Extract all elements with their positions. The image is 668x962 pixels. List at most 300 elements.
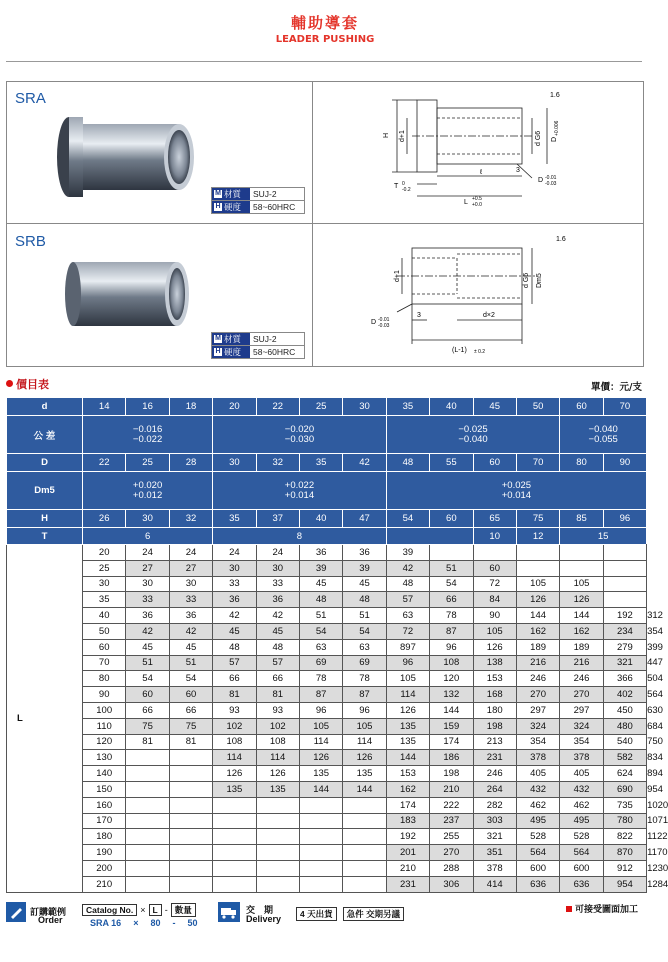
price-cell: 216 bbox=[560, 655, 603, 671]
length-value-cell: 100 bbox=[83, 702, 126, 718]
price-cell bbox=[169, 781, 212, 797]
price-cell: 108 bbox=[430, 655, 473, 671]
price-cell: 24 bbox=[126, 545, 169, 561]
price-cell: 450 bbox=[603, 702, 646, 718]
price-cell: 51 bbox=[126, 655, 169, 671]
price-cell: 528 bbox=[560, 829, 603, 845]
price-cell bbox=[299, 813, 342, 829]
price-cell: 180 bbox=[473, 702, 516, 718]
price-cell: 540 bbox=[603, 734, 646, 750]
sra-dim-l: ℓ bbox=[480, 169, 483, 176]
price-cell: 27 bbox=[126, 560, 169, 576]
price-cell: 297 bbox=[560, 702, 603, 718]
table-row: 110 75 75 102 102 105 105 135 159 198 324 324 480 684 bbox=[7, 718, 647, 734]
price-cell: 36 bbox=[299, 545, 342, 561]
order-example-L: 80 bbox=[150, 918, 161, 928]
srb-drawing bbox=[357, 230, 587, 360]
price-cell: 144 bbox=[386, 750, 429, 766]
price-cell bbox=[169, 797, 212, 813]
price-cell: 39 bbox=[299, 560, 342, 576]
order-format bbox=[82, 903, 196, 917]
price-cell: 87 bbox=[299, 687, 342, 703]
srb-material-value: SUJ-2 bbox=[253, 334, 277, 344]
price-cell bbox=[256, 797, 299, 813]
length-value-cell: 130 bbox=[83, 750, 126, 766]
header-cell: 45 bbox=[473, 398, 516, 416]
sra-product-image bbox=[47, 112, 207, 202]
price-cell bbox=[126, 860, 169, 876]
price-cell: 54 bbox=[169, 671, 212, 687]
price-cell bbox=[603, 576, 646, 592]
price-cell bbox=[343, 845, 386, 861]
price-cell bbox=[126, 845, 169, 861]
price-cell bbox=[126, 829, 169, 845]
price-cell: 66 bbox=[430, 592, 473, 608]
price-cell bbox=[560, 545, 603, 561]
price-cell bbox=[213, 860, 256, 876]
price-cell: 24 bbox=[169, 545, 212, 561]
header-cell: 42 bbox=[343, 454, 386, 472]
sra-dim-T-tol-bot: -0.2 bbox=[402, 187, 411, 193]
price-cell: 45 bbox=[169, 639, 212, 655]
price-cell: 126 bbox=[516, 592, 559, 608]
length-value-cell: 30 bbox=[83, 576, 126, 592]
sra-dim-Dm: D bbox=[538, 177, 544, 184]
length-value-cell: 70 bbox=[83, 655, 126, 671]
sra-dim-D-tol: +0.006 bbox=[554, 120, 560, 136]
header-divider bbox=[6, 61, 642, 62]
tolerance-cell bbox=[213, 416, 387, 454]
price-cell: 135 bbox=[256, 781, 299, 797]
price-cell bbox=[343, 797, 386, 813]
price-cell: 45 bbox=[256, 623, 299, 639]
price-cell: 135 bbox=[299, 766, 342, 782]
price-cell: 201 bbox=[386, 845, 429, 861]
srb-product-image bbox=[65, 254, 195, 334]
tolerance-upper: +0.025 bbox=[501, 479, 532, 491]
srb-dim-Dm: D bbox=[371, 319, 377, 326]
srb-dim-d1: d+1 bbox=[394, 270, 401, 282]
price-cell: 186 bbox=[430, 750, 473, 766]
tolerance-lower: +0.014 bbox=[284, 489, 315, 501]
tolerance-upper: −0.020 bbox=[284, 423, 315, 435]
price-cell: 897 bbox=[386, 639, 429, 655]
row-label-T: T bbox=[7, 528, 83, 545]
tolerance-lower: −0.030 bbox=[284, 433, 315, 445]
header-cell: 80 bbox=[560, 454, 603, 472]
price-cell: 48 bbox=[343, 592, 386, 608]
header-cell: 40 bbox=[299, 510, 342, 528]
table-row: 90 60 60 81 81 87 87 114 132 168 270 270 402 564 bbox=[7, 687, 647, 703]
price-cell: 405 bbox=[560, 766, 603, 782]
price-cell: 81 bbox=[256, 687, 299, 703]
header-cell: 22 bbox=[256, 398, 299, 416]
price-cell: 135 bbox=[343, 766, 386, 782]
header-cell: 6 bbox=[83, 528, 213, 545]
table-row: 50 42 42 45 45 54 54 72 87 105 162 162 234 354 bbox=[7, 623, 647, 639]
price-table-title bbox=[6, 376, 49, 392]
header-cell: 54 bbox=[386, 510, 429, 528]
price-cell: 246 bbox=[560, 671, 603, 687]
price-cell: 213 bbox=[473, 734, 516, 750]
price-cell: 270 bbox=[560, 687, 603, 703]
header-cell: 50 bbox=[516, 398, 559, 416]
header-cell: 60 bbox=[430, 510, 473, 528]
price-cell: 42 bbox=[256, 608, 299, 624]
price-cell bbox=[126, 813, 169, 829]
price-cell: 108 bbox=[213, 734, 256, 750]
row-label-Dm5: Dm5 bbox=[7, 472, 83, 510]
header-cell: 55 bbox=[430, 454, 473, 472]
price-cell: 528 bbox=[516, 829, 559, 845]
tolerance-upper: +0.020 bbox=[132, 479, 163, 491]
table-row: 150 135 135 144 144 162 210 264 432 432 690 954 bbox=[7, 781, 647, 797]
length-value-cell: 150 bbox=[83, 781, 126, 797]
price-cell: 138 bbox=[473, 655, 516, 671]
price-cell: 72 bbox=[386, 623, 429, 639]
row-label-D: D bbox=[7, 454, 83, 472]
price-cell: 144 bbox=[430, 702, 473, 718]
header-cell: 37 bbox=[256, 510, 299, 528]
srb-name: SRB bbox=[15, 233, 46, 250]
length-value-cell: 110 bbox=[83, 718, 126, 734]
price-cell: 66 bbox=[256, 671, 299, 687]
delivery-term-1 bbox=[296, 907, 337, 921]
price-cell: 168 bbox=[473, 687, 516, 703]
price-cell: 432 bbox=[516, 781, 559, 797]
header-cell: 30 bbox=[126, 510, 169, 528]
price-cell: 102 bbox=[213, 718, 256, 734]
price-cell: 54 bbox=[430, 576, 473, 592]
price-cell: 210 bbox=[386, 860, 429, 876]
order-dash: - bbox=[164, 905, 168, 915]
price-cell bbox=[169, 813, 212, 829]
price-cell: 84 bbox=[473, 592, 516, 608]
tolerance-lower: −0.055 bbox=[588, 433, 618, 445]
table-header-row bbox=[7, 454, 647, 472]
table-row: 210 231 306 414 636 636 954 1284 bbox=[7, 876, 647, 892]
table-row: 130 114 114 126 126 144 186 231 378 378 582 834 bbox=[7, 750, 647, 766]
sra-hardness-label: 硬度 bbox=[224, 202, 242, 212]
price-cell: 81 bbox=[126, 734, 169, 750]
price-cell bbox=[299, 829, 342, 845]
srb-roughness: 1.6 bbox=[556, 236, 566, 243]
price-cell: 162 bbox=[560, 623, 603, 639]
sra-material-label: 材質 bbox=[224, 189, 242, 199]
price-cell: 24 bbox=[256, 545, 299, 561]
price-cell: 42 bbox=[169, 623, 212, 639]
price-cell: 120 bbox=[430, 671, 473, 687]
order-label-cn: 訂購範例 bbox=[30, 907, 67, 917]
table-row: 40 36 36 42 42 51 51 63 78 90 144 144 192 312 bbox=[7, 608, 647, 624]
note-square-icon bbox=[566, 906, 572, 912]
price-cell: 192 bbox=[603, 608, 646, 624]
order-times: × bbox=[140, 905, 146, 915]
price-cell: 366 bbox=[603, 671, 646, 687]
tolerance-lower: +0.014 bbox=[501, 489, 532, 501]
price-cell: 126 bbox=[386, 702, 429, 718]
delivery-terms bbox=[296, 907, 404, 921]
price-cell: 33 bbox=[213, 576, 256, 592]
price-cell: 42 bbox=[386, 560, 429, 576]
price-cell bbox=[213, 829, 256, 845]
price-cell: 51 bbox=[430, 560, 473, 576]
tolerance-lower: +0.012 bbox=[132, 489, 163, 501]
tolerance-upper: −0.025 bbox=[458, 423, 488, 435]
price-cell: 30 bbox=[256, 560, 299, 576]
price-cell: 51 bbox=[169, 655, 212, 671]
length-value-cell: 140 bbox=[83, 766, 126, 782]
price-cell: 45 bbox=[299, 576, 342, 592]
price-cell: 126 bbox=[343, 750, 386, 766]
price-cell bbox=[169, 876, 212, 892]
price-cell bbox=[213, 797, 256, 813]
price-cell: 414 bbox=[473, 876, 516, 892]
sra-dim-3: 3 bbox=[516, 167, 520, 174]
price-cell: 54 bbox=[299, 623, 342, 639]
header-cell: 25 bbox=[126, 454, 169, 472]
header-cell: 60 bbox=[473, 454, 516, 472]
price-cell: 636 bbox=[560, 876, 603, 892]
price-cell: 378 bbox=[516, 750, 559, 766]
order-icon bbox=[6, 902, 26, 922]
header-cell: 25 bbox=[299, 398, 342, 416]
tolerance-lower: −0.022 bbox=[132, 433, 163, 445]
length-value-cell: 170 bbox=[83, 813, 126, 829]
price-cell: 405 bbox=[516, 766, 559, 782]
price-cell: 303 bbox=[473, 813, 516, 829]
price-cell: 126 bbox=[299, 750, 342, 766]
price-cell: 210 bbox=[430, 781, 473, 797]
order-example-code: SRA 16 bbox=[90, 918, 122, 928]
table-tolerance-row bbox=[7, 472, 647, 510]
srb-dim-3: 3 bbox=[417, 312, 421, 319]
price-cell bbox=[299, 876, 342, 892]
table-row bbox=[7, 592, 647, 608]
price-cell: 144 bbox=[299, 781, 342, 797]
price-cell bbox=[126, 781, 169, 797]
price-cell: 354 bbox=[560, 734, 603, 750]
price-cell: 189 bbox=[560, 639, 603, 655]
price-cell bbox=[213, 845, 256, 861]
table-row: 200 210 288 378 600 600 912 1230 bbox=[7, 860, 647, 876]
price-cell: 582 bbox=[603, 750, 646, 766]
panel-vertical-divider bbox=[312, 82, 313, 366]
price-cell: 60 bbox=[473, 560, 516, 576]
price-cell: 114 bbox=[299, 734, 342, 750]
price-cell: 105 bbox=[516, 576, 559, 592]
delivery-urgent-text: 交期另議 bbox=[366, 909, 401, 919]
price-cell bbox=[603, 545, 646, 561]
price-cell: 153 bbox=[386, 766, 429, 782]
price-cell: 192 bbox=[386, 829, 429, 845]
price-cell: 57 bbox=[213, 655, 256, 671]
order-example-dash: - bbox=[172, 918, 176, 928]
sra-dim-L-tol-top: +0.5 bbox=[472, 196, 482, 202]
delivery-label-cn: 交 期 bbox=[246, 905, 274, 915]
product-panel bbox=[6, 81, 644, 367]
price-cell: 48 bbox=[256, 639, 299, 655]
price-cell: 162 bbox=[516, 623, 559, 639]
order-catalog-box: Catalog No. bbox=[82, 904, 137, 916]
price-cell: 36 bbox=[343, 545, 386, 561]
price-cell: 72 bbox=[473, 576, 516, 592]
length-value-cell: 60 bbox=[83, 639, 126, 655]
table-row: 80 54 54 66 66 78 78 105 120 153 246 246 366 504 bbox=[7, 671, 647, 687]
header-cell: 14 bbox=[83, 398, 126, 416]
table-row: 190 201 270 351 564 564 870 1170 bbox=[7, 845, 647, 861]
price-cell bbox=[430, 545, 473, 561]
price-cell: 75 bbox=[126, 718, 169, 734]
price-cell: 321 bbox=[473, 829, 516, 845]
price-cell: 66 bbox=[169, 702, 212, 718]
row-label-d: d bbox=[7, 398, 83, 416]
price-cell: 57 bbox=[386, 592, 429, 608]
price-cell: 189 bbox=[516, 639, 559, 655]
price-cell: 462 bbox=[560, 797, 603, 813]
sra-name: SRA bbox=[15, 90, 46, 107]
srb-dim-Dm-tol-top: -0.01 bbox=[378, 317, 390, 323]
order-example-qty: 50 bbox=[187, 918, 198, 928]
header-cell: 35 bbox=[213, 510, 256, 528]
price-cell: 144 bbox=[343, 781, 386, 797]
header-cell: 90 bbox=[603, 454, 646, 472]
price-cell: 78 bbox=[343, 671, 386, 687]
header-cell: 10 bbox=[473, 528, 516, 545]
price-cell: 297 bbox=[516, 702, 559, 718]
price-cell: 624 bbox=[603, 766, 646, 782]
sra-dim-Dm-tol-top: -0.01 bbox=[545, 175, 557, 181]
price-cell: 87 bbox=[343, 687, 386, 703]
header-cell: 96 bbox=[603, 510, 646, 528]
length-value-cell: 200 bbox=[83, 860, 126, 876]
price-cell: 462 bbox=[516, 797, 559, 813]
sra-dim-d1: d+1 bbox=[399, 130, 406, 142]
price-cell: 48 bbox=[213, 639, 256, 655]
table-row bbox=[7, 560, 647, 576]
price-cell: 105 bbox=[560, 576, 603, 592]
price-cell: 51 bbox=[299, 608, 342, 624]
price-cell: 30 bbox=[213, 560, 256, 576]
price-cell: 870 bbox=[603, 845, 646, 861]
price-cell: 105 bbox=[299, 718, 342, 734]
srb-dim-dG6: d G6 bbox=[523, 272, 530, 288]
price-cell: 69 bbox=[299, 655, 342, 671]
price-cell: 132 bbox=[430, 687, 473, 703]
price-cell: 135 bbox=[386, 718, 429, 734]
price-cell: 57 bbox=[256, 655, 299, 671]
price-cell: 102 bbox=[256, 718, 299, 734]
order-label-en: Order bbox=[38, 915, 63, 925]
price-cell: 480 bbox=[603, 718, 646, 734]
srb-dim-L1-tol: ± 0.2 bbox=[474, 349, 486, 355]
price-cell bbox=[126, 750, 169, 766]
price-cell bbox=[343, 876, 386, 892]
price-cell: 27 bbox=[169, 560, 212, 576]
length-value-cell: 50 bbox=[83, 623, 126, 639]
price-cell: 246 bbox=[516, 671, 559, 687]
table-tolerance-row bbox=[7, 416, 647, 454]
sra-dim-L: L bbox=[464, 199, 468, 206]
table-row: 140 126 126 135 135 153 198 246 405 405 624 894 bbox=[7, 766, 647, 782]
price-cell: 33 bbox=[169, 592, 212, 608]
delivery-urgent: 急件 bbox=[346, 909, 364, 919]
sra-dim-H: H bbox=[383, 132, 390, 138]
length-value-cell: 35 bbox=[83, 592, 126, 608]
page-subtitle: LEADER PUSHING bbox=[275, 34, 375, 45]
price-cell: 105 bbox=[473, 623, 516, 639]
sra-material-box: M 材質 SUJ-2 H 硬度 58~60HRC bbox=[211, 187, 305, 213]
order-qty-box: 數量 bbox=[171, 903, 196, 917]
price-cell: 33 bbox=[126, 592, 169, 608]
price-cell: 600 bbox=[516, 860, 559, 876]
price-cell: 378 bbox=[560, 750, 603, 766]
price-cell: 126 bbox=[473, 639, 516, 655]
price-cell: 51 bbox=[343, 608, 386, 624]
table-row: 120 81 81 108 108 114 114 135 174 213 354 354 540 750 bbox=[7, 734, 647, 750]
length-value-cell: 120 bbox=[83, 734, 126, 750]
price-cell bbox=[343, 860, 386, 876]
price-cell: 231 bbox=[473, 750, 516, 766]
price-cell: 690 bbox=[603, 781, 646, 797]
price-cell: 912 bbox=[603, 860, 646, 876]
price-cell: 45 bbox=[213, 623, 256, 639]
header-cell: 30 bbox=[343, 398, 386, 416]
price-cell: 216 bbox=[516, 655, 559, 671]
price-cell: 45 bbox=[343, 576, 386, 592]
order-example-times: × bbox=[133, 918, 139, 928]
price-cell: 264 bbox=[473, 781, 516, 797]
header-cell: 18 bbox=[169, 398, 212, 416]
delivery-term-2 bbox=[343, 907, 404, 921]
price-cell: 96 bbox=[343, 702, 386, 718]
price-cell: 288 bbox=[430, 860, 473, 876]
price-cell: 822 bbox=[603, 829, 646, 845]
srb-dim-Dm5: Dm5 bbox=[536, 273, 543, 288]
price-cell bbox=[299, 797, 342, 813]
header-cell: 20 bbox=[213, 398, 256, 416]
table-row: 170 183 237 303 495 495 780 1071 bbox=[7, 813, 647, 829]
srb-hardness-label: 硬度 bbox=[224, 347, 242, 357]
header-cell: 60 bbox=[560, 398, 603, 416]
price-cell bbox=[256, 829, 299, 845]
price-cell: 33 bbox=[256, 576, 299, 592]
price-cell: 42 bbox=[213, 608, 256, 624]
price-cell: 354 bbox=[516, 734, 559, 750]
table-row: 180 192 255 321 528 528 822 1122 bbox=[7, 829, 647, 845]
price-cell: 198 bbox=[473, 718, 516, 734]
price-cell bbox=[256, 876, 299, 892]
price-cell: 48 bbox=[299, 592, 342, 608]
header-cell bbox=[386, 528, 473, 545]
price-cell: 69 bbox=[343, 655, 386, 671]
tolerance-upper: −0.016 bbox=[132, 423, 163, 435]
price-cell: 60 bbox=[169, 687, 212, 703]
price-cell bbox=[213, 876, 256, 892]
price-cell: 78 bbox=[299, 671, 342, 687]
price-cell bbox=[169, 766, 212, 782]
length-value-cell: 25 bbox=[83, 560, 126, 576]
price-cell: 234 bbox=[603, 623, 646, 639]
price-cell: 36 bbox=[256, 592, 299, 608]
order-L-box: L bbox=[149, 904, 162, 916]
price-cell bbox=[343, 829, 386, 845]
price-cell bbox=[473, 545, 516, 561]
header-cell: 48 bbox=[386, 454, 429, 472]
row-label-L: L bbox=[7, 545, 83, 893]
sra-roughness: 1.6 bbox=[550, 92, 560, 99]
bullet-icon bbox=[6, 380, 13, 387]
